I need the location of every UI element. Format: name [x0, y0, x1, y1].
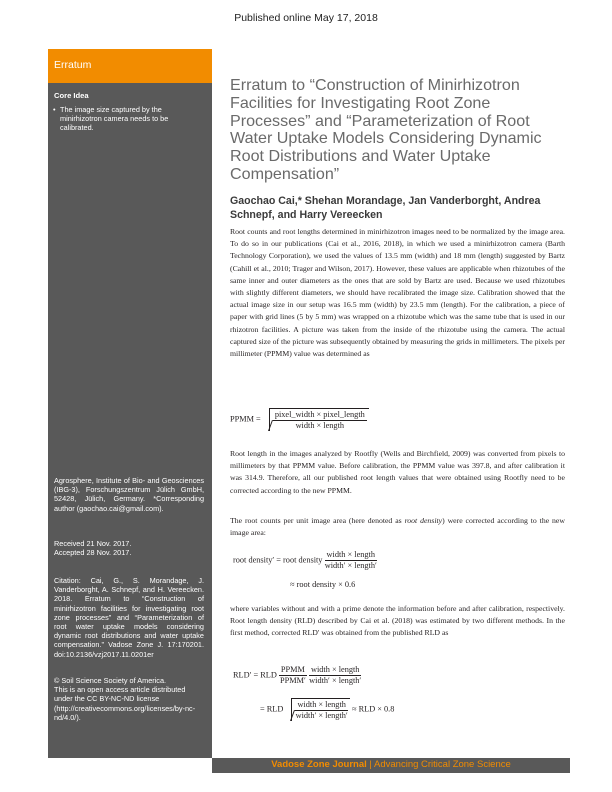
eq3-fraction-ppmm [279, 665, 307, 686]
eq1-lhs: PPMM = [230, 414, 261, 424]
article-title: Erratum to “Construction of Minirhizotron Facilities for Investigating Root Zone Processes” and “Parameterization of Root Water Uptake Models Considering Dynamic Root Distributions and Water Uptake Compensation” [230, 76, 542, 183]
journal-name: Vadose Zone Journal [271, 759, 367, 770]
core-idea-heading: Core Idea [54, 91, 89, 100]
eq1-denominator: width × length [295, 421, 345, 430]
eq2-numerator: width × length [326, 550, 376, 559]
eq3-den3: width′ × length′ [295, 711, 348, 720]
license [54, 676, 204, 722]
eq3-line2-lhs: = RLD [260, 704, 284, 714]
equation-rld-line2 [260, 698, 394, 721]
citation: Citation: Cai, G., S. Morandage, J. Vanderborght, A. Schnepf, and H. Vereecken. 2018. Erratum to “Construction of minirhizotron facilities for investigating root zone processes” and “Parameterization of root water uptake models considering dynamic root distributions and water uptake compensation.” Vadose Zone J. 17:170201. doi:10.2136/vzj2017.11.0201er [54, 576, 204, 659]
eq3-num1: PPMM [280, 665, 305, 674]
license-text: This is an open access article distributed under the CC BY-NC-ND license (http://creativecommons.org/licenses/by-nc-nd/4.0/). [54, 685, 196, 722]
eq3-sqrt [291, 698, 349, 721]
erratum-tab [48, 49, 212, 83]
eq3-den1: PPMM′ [280, 676, 306, 685]
equation-rld-line1 [233, 665, 361, 686]
erratum-label: Erratum [54, 59, 92, 71]
published-date: Published online May 17, 2018 [234, 12, 378, 24]
eq3-num3: width × length [297, 700, 346, 709]
eq3-num2: width × length [310, 665, 360, 674]
copyright: © Soil Science Society of America. [54, 676, 167, 685]
eq2-denominator: width′ × length′ [324, 561, 377, 570]
eq1-fraction [273, 410, 367, 431]
author-affiliation: Agrosphere, Institute of Bio- and Geosciences (IBG-3), Forschungszentrum Jülich GmbH, 52428, Jülich, Germany. *Corresponding author (gaochao.cai@gmail.com). [54, 476, 204, 513]
eq1-numerator: pixel_width × pixel_length [274, 410, 365, 419]
body-paragraph-2: Root length in the images analyzed by Rootfly (Wells and Birchfield, 2009) was converted from pixels to millimeters by that PPMM value. Before calibration, the PPMM value was 397.8, and after calibration it was 314.9. Therefore, all our published root length values that were obtained using Rootfly need to be corrected according to the new PPMM. [230, 449, 565, 495]
article-dates [54, 539, 204, 557]
body-paragraph-3 [230, 515, 565, 539]
eq3-fraction-area [309, 665, 361, 686]
received-date: Received 21 Nov. 2017. [54, 539, 132, 548]
para3-emphasis: root density [404, 516, 443, 525]
para3-text-a: The root counts per unit image area (here denoted as [230, 516, 405, 525]
eq3-lhs: RLD′ = RLD [233, 670, 277, 680]
author-list: Gaochao Cai,* Shehan Morandage, Jan Vanderborght, Andrea Schnepf, and Harry Vereecken [230, 195, 541, 221]
core-idea-bullet: • The image size captured by the minirhizotron camera needs to be calibrated. [60, 105, 200, 133]
para3-text-b: ) were corrected according to the new image area: [230, 516, 565, 538]
accepted-date: Accepted 28 Nov. 2017. [54, 548, 132, 558]
equation-ppmm [230, 408, 369, 431]
eq2-lhs: root density′ = root density [233, 555, 323, 565]
footer-text [212, 759, 570, 770]
footer-separator: | [369, 759, 372, 770]
eq3-den2: width′ × length′ [309, 676, 362, 685]
eq1-sqrt [269, 408, 369, 431]
equation-root-density-approx: ≈ root density × 0.6 [290, 580, 356, 589]
eq3-fraction-sqrt [295, 700, 347, 721]
body-paragraph-1: Root counts and root lengths determined in minirhizotron images need to be normalized by the image area. To do so in our publications (Cai et al., 2016, 2018), in which we used a minirhizotron camera (Barth Technology Corporation), we used the values of 13.5 mm (width) and 18 mm (length) suggested by Bartz (Cahill et al., 2010; Trager and Wilson, 2017). However, these values are applicable when rhizotubes of the same inner and outer diameters as the ones that are sold by Bartz are used. Because we used rhizotubes with slightly different diameters, we should have recalibrated the image size. Calibration showed that the actual image size in our setup was 16.5 mm (width) by 23.5 mm (length). For the calibration, a piece of paper with grid lines (5 by 5 mm) was wrapped on a rhizotube which was the same tube that is used in our rhizotron facilities. A picture was taken from the inside of the rhizotube using the camera. The actual captured size of the picture was subsequently obtained by measuring the grids in millimeters. The pixels per millimeter (PPMM) value was determined as [230, 227, 565, 359]
equation-root-density [233, 550, 377, 571]
eq2-fraction [325, 550, 377, 571]
body-paragraph-4: where variables without and with a prime denote the information before and after calibration, respectively. Root length density (RLD) described by Cai et al. (2018) was estimated by two different methods. In the first method, corrected RLD′ was obtained from the published RLD as [230, 604, 565, 638]
journal-tagline: Advancing Critical Zone Science [374, 759, 511, 770]
journal-footer [212, 758, 570, 773]
sidebar [48, 49, 212, 758]
eq3-line2-tail: ≈ RLD × 0.8 [351, 704, 395, 714]
